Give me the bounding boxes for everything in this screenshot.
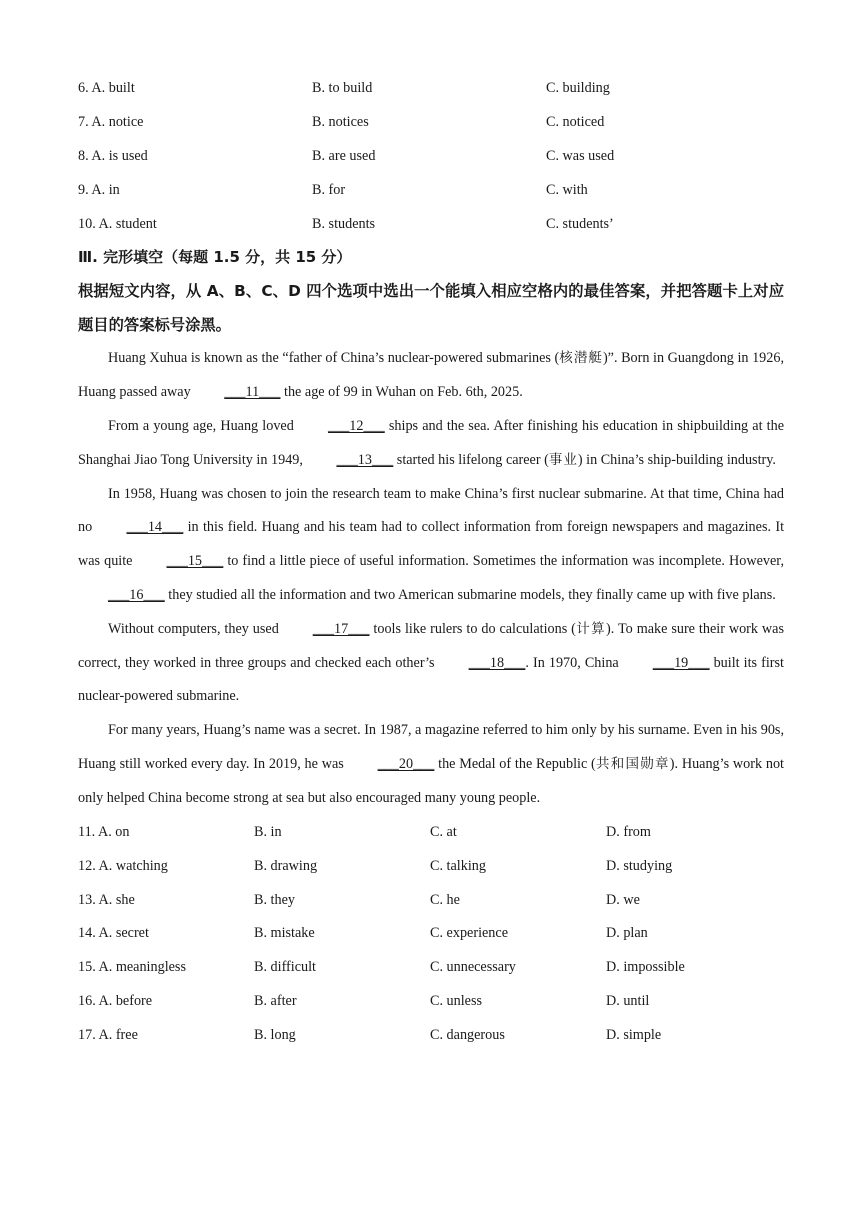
option-17-a: 17. A. free bbox=[78, 1026, 138, 1043]
option-15-d: D. impossible bbox=[606, 959, 685, 976]
option-17-b: B. long bbox=[254, 1026, 296, 1043]
option-14-b: B. mistake bbox=[254, 925, 315, 942]
option-10-b: B. students bbox=[312, 215, 376, 232]
option-16-c: C. unless bbox=[430, 992, 483, 1009]
option-8-a: 8. A. is used bbox=[78, 147, 148, 164]
options-top bbox=[78, 72, 784, 241]
blank-11: ___11___ bbox=[224, 384, 281, 401]
option-row-17 bbox=[78, 1018, 784, 1052]
passage-paragraph-4 bbox=[78, 613, 784, 714]
option-11-a: 11. A. on bbox=[78, 823, 130, 840]
option-7-c: C. noticed bbox=[546, 114, 605, 131]
blank-19: ___19___ bbox=[652, 654, 710, 671]
option-row-11 bbox=[78, 816, 784, 850]
option-13-b: B. they bbox=[254, 891, 295, 908]
passage-text: ) in China’s ship-building industry. bbox=[577, 451, 776, 468]
passage-text: For many years, Huang’s name was a secret. In 1987, a magazine referred to him only by his surname. Even in his 90s, Huang still worked every day. In 2019, he was bbox=[78, 722, 784, 772]
chinese-gloss: 共和国勋章 bbox=[595, 755, 670, 772]
option-14-d: D. plan bbox=[606, 925, 648, 942]
passage-text: In 1958, Huang was chosen to join the research team to make China’s first nuclear submarine. At that time, China had no bbox=[78, 485, 784, 536]
option-13-c: C. he bbox=[430, 891, 460, 908]
option-row-15 bbox=[78, 951, 784, 985]
option-12-c: C. talking bbox=[430, 857, 486, 874]
option-17-d: D. simple bbox=[606, 1026, 662, 1043]
option-6-b: B. to build bbox=[312, 80, 373, 97]
option-7-b: B. notices bbox=[312, 114, 369, 131]
passage-text: ). To make sure their work was correct, they worked in three groups and checked each other’s bbox=[78, 620, 784, 671]
passage-text: in this field. Huang and his team had to collect information from foreign newspapers and magazines. It was quite bbox=[78, 519, 785, 570]
option-14-c: C. experience bbox=[430, 925, 508, 942]
option-15-b: B. difficult bbox=[254, 959, 317, 976]
passage-text: started his lifelong career ( bbox=[393, 451, 549, 468]
option-row-16 bbox=[78, 985, 784, 1019]
passage-text: From a young age, Huang loved bbox=[108, 417, 298, 434]
option-7-a: 7. A. notice bbox=[78, 114, 144, 131]
blank-17: ___17___ bbox=[312, 620, 370, 637]
chinese-gloss: 事业 bbox=[548, 451, 578, 468]
option-17-c: C. dangerous bbox=[430, 1026, 505, 1043]
passage-paragraph-3 bbox=[78, 478, 784, 613]
blank-15: ___15___ bbox=[166, 553, 224, 570]
passage-paragraph-1 bbox=[78, 342, 784, 410]
blank-20: ___20___ bbox=[377, 755, 435, 772]
option-row-13 bbox=[78, 883, 784, 917]
options-bottom bbox=[78, 816, 784, 1053]
option-8-c: C. was used bbox=[546, 147, 615, 164]
option-10-c: C. students’ bbox=[546, 215, 614, 232]
passage-text: ). Huang’s work not only helped China become strong at sea but also encouraged many young people. bbox=[78, 755, 784, 806]
section-instruction: 根据短文内容，从 A、B、C、D 四个选项中选出一个能填入相应空格内的最佳答案，并把答题卡上对应题目的答案标号涂黑。 bbox=[78, 281, 784, 334]
passage-paragraph-2 bbox=[78, 410, 784, 478]
option-10-a: 10. A. student bbox=[78, 215, 157, 232]
option-15-c: C. unnecessary bbox=[430, 959, 516, 976]
option-row-7 bbox=[78, 106, 784, 140]
passage-text: built its first nuclear-powered submarine. bbox=[78, 654, 784, 705]
option-9-b: B. for bbox=[312, 181, 346, 198]
blank-13: ___13___ bbox=[336, 451, 394, 468]
option-13-d: D. we bbox=[606, 891, 640, 908]
option-row-12 bbox=[78, 849, 784, 883]
blank-18: ___18___ bbox=[468, 654, 526, 671]
option-16-a: 16. A. before bbox=[78, 992, 153, 1009]
passage-text: )”. Born in Guangdong in 1926, Huang passed away bbox=[78, 350, 785, 401]
passage-text: the age of 99 in Wuhan on Feb. 6th, 2025. bbox=[280, 384, 523, 401]
option-8-b: B. are used bbox=[312, 147, 376, 164]
chinese-gloss: 核潜艇 bbox=[559, 350, 603, 367]
option-9-a: 9. A. in bbox=[78, 181, 120, 198]
option-12-b: B. drawing bbox=[254, 857, 318, 874]
cloze-passage bbox=[78, 342, 784, 815]
passage-paragraph-5 bbox=[78, 714, 784, 815]
passage-text: they studied all the information and two American submarine models, they finally came up with five plans. bbox=[164, 586, 776, 603]
blank-12: ___12___ bbox=[327, 417, 385, 434]
option-row-9 bbox=[78, 173, 784, 207]
passage-text: . In 1970, China bbox=[525, 654, 623, 671]
chinese-gloss: 计算 bbox=[575, 620, 607, 637]
blank-14: ___14___ bbox=[126, 519, 184, 536]
blank-16: ___16___ bbox=[108, 586, 165, 603]
passage-text: ships and the sea. After finishing his education in shipbuilding at the Shanghai Jiao Tong University in 1949, bbox=[78, 417, 784, 468]
option-11-b: B. in bbox=[254, 823, 282, 840]
option-row-6 bbox=[78, 72, 784, 106]
option-15-a: 15. A. meaningless bbox=[78, 959, 186, 976]
option-row-14 bbox=[78, 917, 784, 951]
option-11-d: D. from bbox=[606, 823, 651, 840]
option-row-8 bbox=[78, 140, 784, 174]
option-16-d: D. until bbox=[606, 992, 650, 1009]
passage-text: the Medal of the Republic ( bbox=[434, 755, 596, 772]
passage-text: to find a little piece of useful information. Sometimes the information was incomplete. However, bbox=[223, 553, 784, 570]
passage-text: tools like rulers to do calculations ( bbox=[369, 620, 576, 637]
section-title: Ⅲ. 完形填空（每题 1.5 分，共 15 分） bbox=[78, 247, 352, 266]
option-11-c: C. at bbox=[430, 823, 457, 840]
option-row-10 bbox=[78, 207, 784, 241]
option-6-c: C. building bbox=[546, 80, 610, 97]
option-9-c: C. with bbox=[546, 181, 588, 198]
passage-text: Huang Xuhua is known as the “father of China’s nuclear-powered submarines ( bbox=[108, 350, 560, 367]
option-6-a: 6. A. built bbox=[78, 80, 135, 97]
option-12-d: D. studying bbox=[606, 857, 673, 874]
option-14-a: 14. A. secret bbox=[78, 925, 149, 942]
passage-text: Without computers, they used bbox=[108, 620, 283, 637]
option-16-b: B. after bbox=[254, 992, 297, 1009]
option-13-a: 13. A. she bbox=[78, 891, 135, 908]
option-12-a: 12. A. watching bbox=[78, 857, 168, 874]
